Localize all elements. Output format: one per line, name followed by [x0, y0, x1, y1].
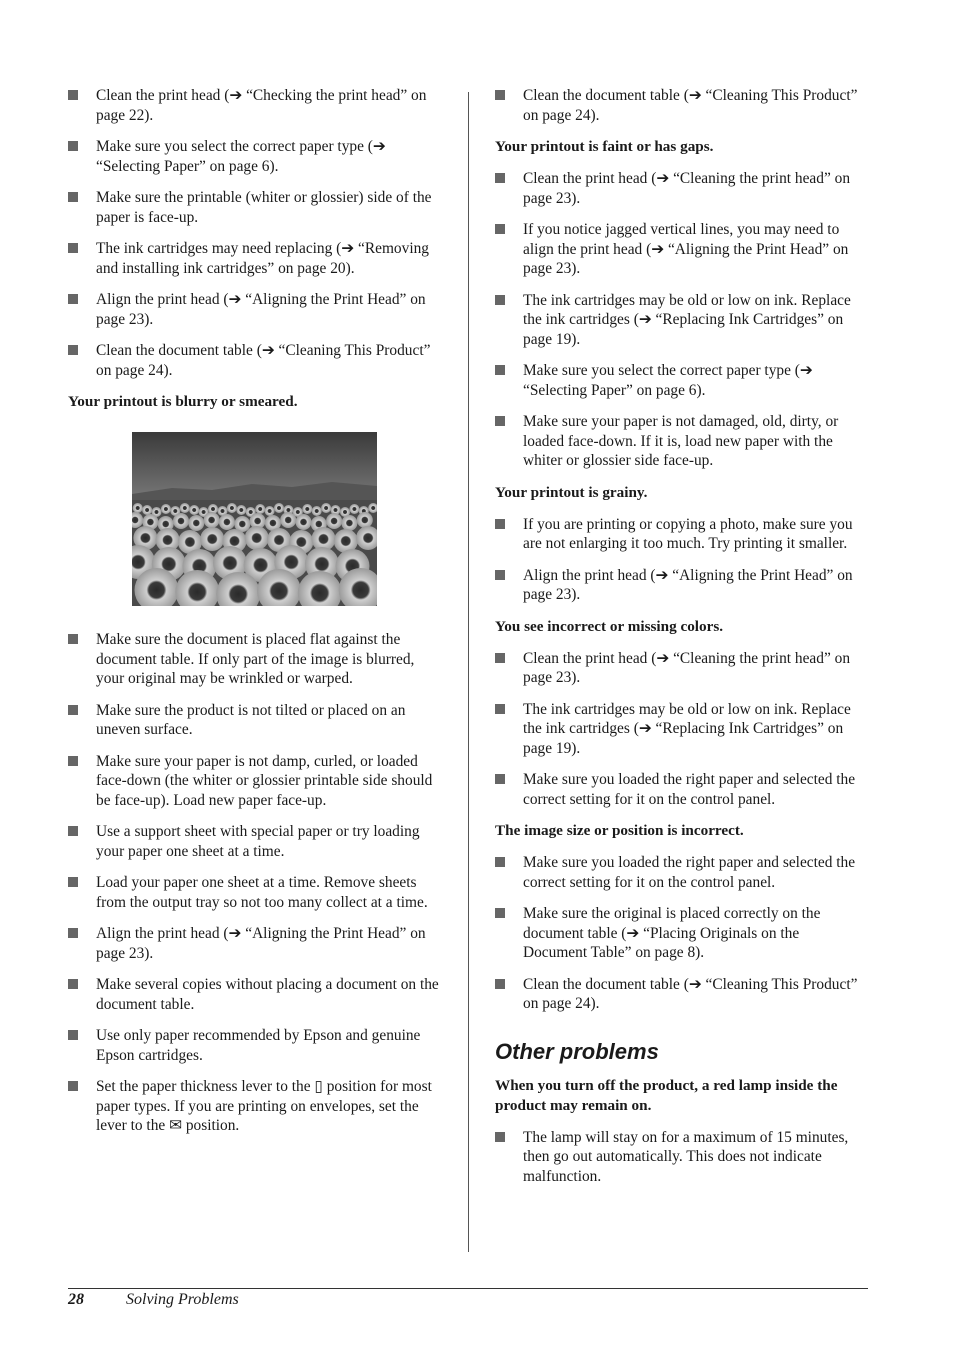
bullet-square-icon — [68, 979, 78, 989]
heading-blurry: Your printout is blurry or smeared. — [68, 393, 298, 410]
list-item — [68, 975, 440, 1014]
list-item — [495, 904, 867, 963]
list-item — [68, 924, 440, 963]
bullet-square-icon — [68, 1081, 78, 1091]
list-item — [495, 169, 867, 208]
bullet-square-icon — [495, 365, 505, 375]
bullet-square-icon — [68, 826, 78, 836]
list-item — [68, 137, 440, 176]
list-item-text: Clean the print head (➔ “Checking the print head” on page 22). — [96, 87, 427, 124]
sunflower-photo — [132, 432, 377, 606]
list-item — [495, 566, 867, 605]
list-item — [495, 86, 867, 125]
heading-size: The image size or position is incorrect. — [495, 822, 744, 839]
list-item-text: Align the print head (➔ “Aligning the Print Head” on page 23). — [96, 925, 426, 962]
footer-section-name: Solving Problems — [126, 1291, 239, 1308]
bullet-square-icon — [495, 857, 505, 867]
bullet-square-icon — [495, 295, 505, 305]
list-item-text: Align the print head (➔ “Aligning the Print Head” on page 23). — [96, 291, 426, 328]
list-item-text: Make sure the printable (whiter or glossier) side of the paper is face-up. — [96, 189, 432, 226]
list-item — [68, 873, 440, 912]
bullet-square-icon — [495, 653, 505, 663]
list-item-text: Make sure the document is placed flat against the document table. If only part of the image is blurred, your original may be wrinkled or warped. — [96, 631, 415, 687]
list-item — [68, 188, 440, 227]
list-item-text: Clean the document table (➔ “Cleaning This Product” on page 24). — [96, 342, 431, 379]
heading-lamp: When you turn off the product, a red lamp inside the product may remain on. — [495, 1076, 838, 1114]
bullet-square-icon — [495, 173, 505, 183]
bullet-square-icon — [495, 908, 505, 918]
bullet-square-icon — [495, 704, 505, 714]
list-item-text: Make sure your paper is not damp, curled, or loaded face-down (the whiter or glossier printable side should be face-up). Load new paper face-up. — [96, 752, 433, 809]
list-item — [495, 975, 867, 1014]
bullet-list-right-a — [495, 86, 867, 125]
list-item-text: The ink cartridges may need replacing (➔ “Removing and installing ink cartridges” on page 20). — [96, 240, 429, 277]
list-item-text: Make sure you loaded the right paper and selected the correct setting for it on the control panel. — [523, 771, 856, 808]
bullet-square-icon — [495, 979, 505, 989]
list-item — [495, 770, 867, 809]
list-item — [68, 701, 440, 740]
bullet-list-faint — [495, 169, 867, 471]
list-item — [495, 515, 867, 554]
list-item — [68, 239, 440, 278]
page-number: 28 — [68, 1291, 84, 1308]
column-divider — [468, 92, 469, 1252]
heading-faint: Your printout is faint or has gaps. — [495, 138, 714, 155]
list-item-text: Make sure your paper is not damaged, old, dirty, or loaded face-down. If it is, load new paper with the whiter or glossier side face-up. — [523, 413, 839, 469]
list-item — [495, 853, 867, 892]
bullet-list-lamp — [495, 1128, 867, 1187]
list-item-text: The ink cartridges may be old or low on ink. Replace the ink cartridges (➔ “Replacing Ink Cartridges” on page 19). — [523, 291, 851, 348]
list-item — [68, 86, 440, 125]
list-item-text: Make sure you select the correct paper type (➔ “Selecting Paper” on page 6). — [96, 138, 386, 175]
bullet-square-icon — [68, 634, 78, 644]
heading-colors: You see incorrect or missing colors. — [495, 617, 724, 635]
bullet-list-a — [68, 86, 440, 380]
list-item-text: Make sure the original is placed correctly on the document table (➔ “Placing Originals on the Document Table” on page 8). — [523, 905, 821, 961]
list-item — [495, 291, 867, 350]
list-item-text: Load your paper one sheet at a time. Remove sheets from the output tray so not too many collect at a time. — [96, 874, 428, 911]
bullet-square-icon — [68, 1030, 78, 1040]
list-item-text: Use only paper recommended by Epson and genuine Epson cartridges. — [96, 1027, 421, 1064]
list-item — [68, 1026, 440, 1065]
heading-grainy: Your printout is grainy. — [495, 483, 648, 501]
list-item — [68, 341, 440, 380]
list-item — [495, 361, 867, 400]
list-item — [68, 822, 440, 861]
bullet-square-icon — [68, 705, 78, 715]
bullet-square-icon — [68, 90, 78, 100]
list-item-text: The lamp will stay on for a maximum of 15 minutes, then go out automatically. This does not indicate malfunction. — [523, 1128, 849, 1185]
list-item-text: The ink cartridges may be old or low on ink. Replace the ink cartridges (➔ “Replacing Ink Cartridges” on page 19). — [523, 700, 851, 757]
sunflower-field-image — [132, 432, 377, 606]
bullet-square-icon — [495, 1132, 505, 1142]
list-item — [495, 1128, 867, 1187]
list-item-text: Clean the document table (➔ “Cleaning This Product” on page 24). — [523, 87, 858, 124]
bullet-square-icon — [495, 90, 505, 100]
footer-rule — [68, 1288, 868, 1289]
list-item-text: Set the paper thickness lever to the ▯ position for most paper types. If you are printing on envelopes, set the lever to the ✉ position. — [96, 1078, 432, 1134]
list-item — [68, 290, 440, 329]
bullet-square-icon — [68, 756, 78, 766]
list-item — [495, 220, 867, 279]
bullet-square-icon — [68, 345, 78, 355]
bullet-square-icon — [68, 294, 78, 304]
list-item-text: If you are printing or copying a photo, make sure you are not enlarging it too much. Try printing it smaller. — [523, 515, 853, 552]
section-title-other-problems: Other problems — [495, 1038, 659, 1064]
bullet-square-icon — [68, 141, 78, 151]
bullet-square-icon — [68, 877, 78, 887]
bullet-square-icon — [495, 570, 505, 580]
list-item — [68, 752, 440, 811]
list-item-text: Make sure you loaded the right paper and selected the correct setting for it on the control panel. — [523, 854, 856, 891]
list-item-text: If you notice jagged vertical lines, you may need to align the print head (➔ “Aligning the Print Head” on page 23). — [523, 221, 849, 277]
list-item — [495, 412, 867, 471]
bullet-list-size — [495, 853, 867, 1014]
right-column — [495, 86, 867, 1198]
bullet-square-icon — [495, 224, 505, 234]
list-item-text: Make sure the product is not tilted or placed on an uneven surface. — [96, 701, 406, 738]
list-item-text: Clean the print head (➔ “Cleaning the print head” on page 23). — [523, 170, 851, 207]
left-column — [68, 86, 440, 1148]
list-item-text: Clean the print head (➔ “Cleaning the print head” on page 23). — [523, 649, 851, 686]
list-item — [495, 700, 867, 759]
list-item-text: Use a support sheet with special paper or try loading your paper one sheet at a time. — [96, 823, 420, 860]
bullet-list-b — [68, 630, 440, 1136]
list-item — [68, 630, 440, 689]
list-item-text: Clean the document table (➔ “Cleaning This Product” on page 24). — [523, 975, 858, 1012]
list-item-text: Make several copies without placing a document on the document table. — [96, 976, 439, 1013]
list-item — [495, 649, 867, 688]
bullet-square-icon — [495, 416, 505, 426]
list-item-text: Align the print head (➔ “Aligning the Print Head” on page 23). — [523, 566, 853, 603]
bullet-square-icon — [68, 928, 78, 938]
list-item-text: Make sure you select the correct paper type (➔ “Selecting Paper” on page 6). — [523, 362, 813, 399]
bullet-list-grainy — [495, 515, 867, 605]
bullet-square-icon — [68, 243, 78, 253]
bullet-list-colors — [495, 649, 867, 810]
bullet-square-icon — [495, 774, 505, 784]
list-item — [68, 1077, 440, 1136]
bullet-square-icon — [68, 192, 78, 202]
bullet-square-icon — [495, 519, 505, 529]
